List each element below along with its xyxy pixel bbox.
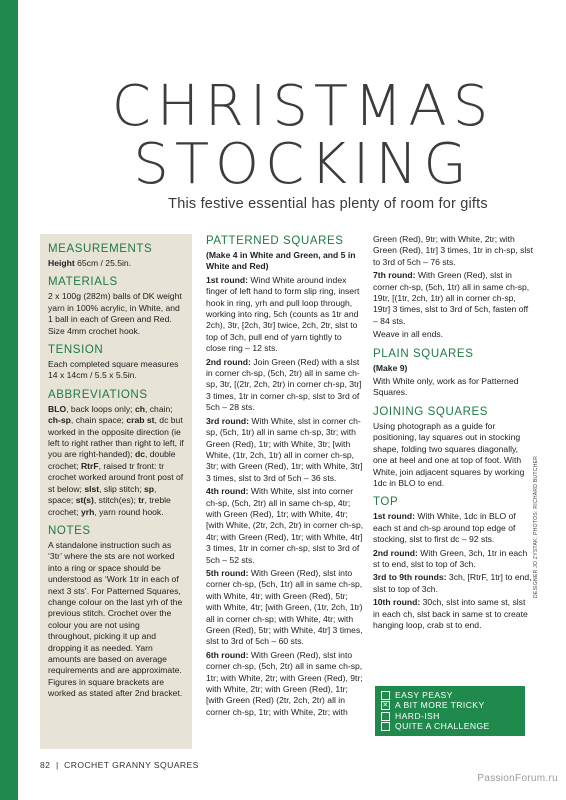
abbreviations-heading: ABBREVIATIONS [48, 388, 148, 401]
difficulty-challenge: QUITE A CHALLENGE [381, 721, 519, 731]
top-round-3-9: 3rd to 9th rounds: 3ch, [RtrF, 1tr] to end, slst to top of 3ch. [373, 572, 532, 594]
plain-squares-heading: PLAIN SQUARES [373, 347, 474, 360]
subtitle: This festive essential has plenty of room for gifts [168, 196, 488, 212]
weave-text: Weave in all ends. [373, 329, 444, 340]
checkbox-icon [381, 722, 390, 731]
round-6-continued: Green (Red), 9tr; with White, 2tr; with Green (Red), 1tr] 3 times, 1tr in ch-sp, slst to 3rd of 5ch – 76 sts. [373, 234, 533, 267]
patterned-squares-column [206, 234, 364, 720]
plain-squares-make: (Make 9) [373, 362, 408, 373]
patterned-squares-intro: (Make 4 in White and Green, and 5 in White and Red) [206, 250, 356, 272]
notes-text: A standalone instruction such as ‘3tr’ where the sts are not worked into a ring or space should be understood as ‘Work 1tr in each of next 3 sts’. For Patterned Squares, change colour on the last yrh of the previous stitch. Crochet over the colour you are not using throughout, picking it up and dropping it as needed. Yarn amounts are based on average requirements and are approximate. Figures in square brackets are worked as stated after 2nd bracket. [48, 539, 183, 699]
joining-squares-heading: JOINING SQUARES [373, 405, 489, 418]
page-title [0, 74, 566, 197]
plain-squares-text: With White only, work as for Patterned Squares. [373, 376, 519, 398]
difficulty-easy: EASY PEASY [381, 690, 519, 700]
top-heading: TOP [373, 496, 399, 509]
round-2: 2nd round: Join Green (Red) with a slst in corner ch-sp, (5ch, 2tr) all in same ch-sp, 3tr, [(2tr, 2ch, 2tr) in corner ch-sp, 3tr] 3 times, 1tr in corner ch-sp, slst to 3rd of 5ch – 28 sts. [206, 356, 362, 413]
round-6: 6th round: With Green (Red), slst into corner ch-sp, (5ch, 2tr) all in same ch-sp, 1tr; with White, 2tr; with Green (Red), 9tr; with White, 2tr; with Green (Red), 1tr; [with Green (Red) (2tr, 2ch, 2tr) all in corner ch-sp, 1tr; with White, 2tr; with [206, 649, 363, 717]
round-4: 4th round: With White, slst into corner ch-sp, (5ch, 2tr) all in same ch-sp, 4tr; with Green (Red), 1tr; with White, 4tr; [with White, (2tr, 2ch, 2tr) in corner ch-sp, 4tr; with Green (Red), 1tr; with White, 4tr] 3 times, 1tr in corner ch-sp, slst to 3rd of 5ch – 52 sts. [206, 486, 364, 565]
top-round-10: 10th round: 30ch, slst into same st, slst in each ch, slst back in same st to create hanging loop, crab st to end. [373, 597, 528, 630]
tension-text: Each completed square measures 14 x 14cm / 5.5 x 5.5in. [48, 359, 179, 381]
difficulty-hard: HARD-ISH [381, 711, 519, 721]
title-line-1: CHRISTMAS [111, 74, 495, 139]
measurements-heading: MEASUREMENTS [48, 243, 153, 255]
page-number: 82 [40, 760, 51, 770]
difficulty-rating [375, 686, 525, 736]
measurements-label: Height [48, 258, 75, 268]
abbreviations-text: BLO, back loops only; ch, chain; ch-sp, chain space; crab st, dc but worked in the opposite direction (ie left to right rather than right to left, if you are right-handed); dc, double crochet; RtrF, raised tr front: tr crochet worked around front post of st below; slst, slip stitch; sp, space; st(s), stitch(es); tr, treble crochet; yrh, yarn round hook. [48, 403, 184, 517]
footer-separator: | [55, 760, 59, 770]
section-name: CROCHET GRANNY SQUARES [64, 760, 199, 770]
round-7: 7th round: With Green (Red), slst in corner ch-sp, (5ch, 1tr) all in same ch-sp, 19tr, [(1tr, 2ch, 1tr) all in corner ch-sp, 19tr] 3 times, slst to 3rd of 5ch, fasten off – 84 sts. [373, 270, 530, 326]
patterned-squares-heading: PATTERNED SQUARES [206, 235, 344, 247]
round-3: 3rd round: With White, slst in corner ch-sp, (5ch, 1tr) all in same ch-sp, 3tr; with Green (Red), 1tr; with White, 3tr; [with White, (1tr, 2ch, 1tr) all in corner ch-sp, 3tr; with Green (Red), 1tr; with White, 3tr] 3 times, slst to 3rd of 5ch – 36 sts. [206, 415, 363, 483]
watermark: PassionForum.ru [477, 773, 558, 784]
joining-squares-text: Using photograph as a guide for positioning, lay squares out in stocking shape, folding two squares diagonally, one at heel and one at top of foot. With White, join adjacent squares by working 1dc in BLO to end. [373, 420, 525, 488]
top-round-2: 2nd round: With Green, 3ch, 1tr in each st to end, slst to top of 3ch. [373, 547, 528, 569]
round-1: 1st round: Wind White around index finger of left hand to form slip ring, insert hook in ring, yrh and pull loop through, working into ring, 5ch (counts as 1tr and 2ch), 3tr, [2ch, 3tr] twice, 2ch, 2tr, slst to top of 3ch, pull end of yarn tightly to close ring – 12 sts. [206, 274, 360, 354]
measurements-text: Height 65cm / 25.5in. [48, 258, 132, 268]
title-line-2: STOCKING [133, 132, 473, 197]
checkbox-checked-icon: ✕ [382, 702, 389, 710]
round-5: 5th round: With Green (Red), slst into corner ch-sp, (5ch, 1tr) all in same ch-sp, with White, 4tr; with Green (Red), 5tr; with White, 4tr; [with Green, (1tr, 2ch, 1tr) all in corner ch-sp; with White, 4tr; with Green (Red), 5tr; with White, 4tr] 3 times, slst to 3rd of 5ch – 60 sts. [206, 567, 363, 647]
checkbox-icon [381, 691, 390, 700]
top-round-1: 1st round: With White, 1dc in BLO of each st and ch-sp around top edge of stocking, slst to first dc – 92 sts. [373, 511, 516, 545]
notes-heading: NOTES [48, 524, 91, 537]
photo-credit: DESIGNER JO ZYSTAK; PHOTOS: RICHARD BUTCHER [533, 455, 539, 598]
info-panel [40, 234, 192, 749]
page-footer [40, 760, 199, 770]
tension-heading: TENSION [48, 344, 104, 357]
checkbox-icon [381, 712, 390, 721]
materials-heading: MATERIALS [48, 276, 118, 289]
materials-text: 2 x 100g (282m) balls of DK weight yarn in 100% acrylic, in White, and 1 ball in each of Green and Red. Size 4mm crochet hook. [48, 291, 182, 336]
instructions-column [373, 234, 533, 633]
difficulty-tricky: ✕ A BIT MORE TRICKY [382, 700, 485, 711]
